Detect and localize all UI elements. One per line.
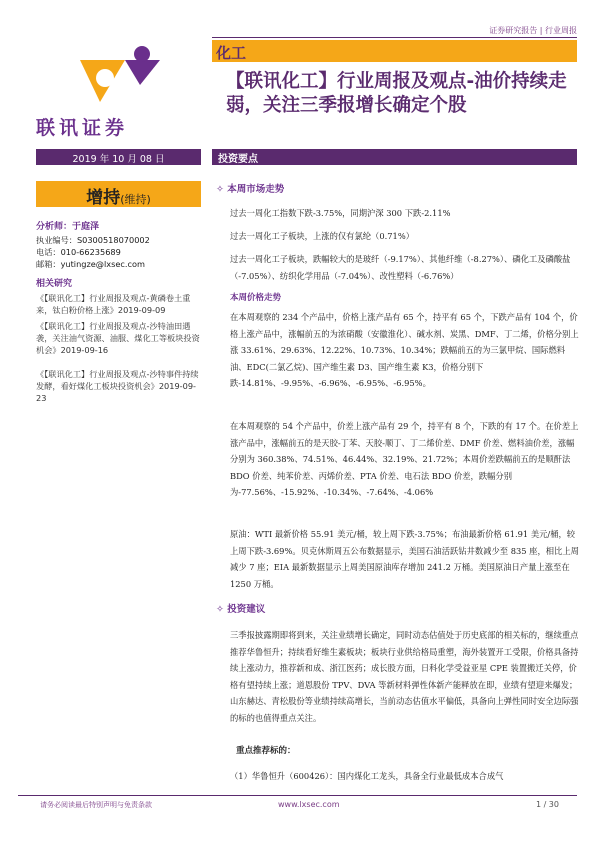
analyst-name: 分析师：于庭泽 xyxy=(36,222,100,232)
related-item[interactable]: 《【联讯化工】行业周报及观点-沙特油田遇袭，关注油气资源、油服、煤化工等板块投资机会》2019-09-16 xyxy=(36,321,200,355)
market-para-3: 过去一周化工子板块，跌幅较大的是玻纤（-9.17%）、其他纤维（-8.27%）、磷化工及磷酸盐（-7.05%）、纺织化学用品（-7.04%）、改性塑料（-6.76%） xyxy=(230,254,571,281)
market-para-1: 过去一周化工指数下跌-3.75%，同期沪深 300 下跌-2.11% xyxy=(230,208,451,218)
price-para-2: 在本周观察的 54 个产品中，价差上涨产品有 29 个，持平有 8 个，下跌的有 17 个。在价差上涨产品中，涨幅前五的是天胶-丁苯、天胶-顺丁、丁二烯价差、DMF 价差、燃料油价差，涨幅分别为 360.38%、74.51%、46.44%、32.19%、21.72%；本周价差跌幅前五的是顺酐法 BDO 价差、纯苯价差、丙烯价差、PTA 价差、电石法 BDO 价差，跌幅分别为-77.56%、-15.92%、-10.34%、-7.64%、-4.06% xyxy=(230,421,579,497)
footer-disclaimer[interactable]: 请务必阅读最后特别声明与免责条款 xyxy=(40,801,152,809)
rating-sub: (维持) xyxy=(120,193,151,206)
advice-heading-text: 投资建议 xyxy=(227,604,266,615)
market-heading: ✧ 本周市场走势 xyxy=(216,184,285,195)
sector-label: 化工 xyxy=(216,44,247,62)
price-heading: 本周价格走势 xyxy=(230,293,282,303)
advice-para: 三季报披露期即将到来，关注业绩增长确定，同时动态估值处于历史底部的相关标的，继续重点推荐华鲁恒升；持续看好维生素板块；板块行业供给格局重塑，海外装置开工受限，价格具备持续上涨动力，推荐新和成、浙江医药；成长股方面，日科化学受益亚星 CPE 装置搬迁关停，价格有望持续上涨；道恩股份 TPV、DVA 等新材料弹性体新产能释放在即，业绩有望迎来爆发；山东赫达、青松股份等业绩持续高增长，当前动态估值水平偏低，具备向上弹性同时安全边际强的标的也值得重点关注。 xyxy=(230,630,579,723)
analyst-phone: 电话：010-66235689 xyxy=(36,247,121,257)
report-date: 2019 年 10 月 08 日 xyxy=(72,154,165,165)
market-heading-text: 本周市场走势 xyxy=(227,184,285,195)
key-points-heading: 投资要点 xyxy=(218,154,258,165)
related-item[interactable]: 《【联讯化工】行业周报及观点-沙特事件持续发酵，看好煤化工板块投资机会》2019-09-23 xyxy=(36,369,199,403)
key-points-bar xyxy=(212,149,577,165)
related-item[interactable]: 《【联讯化工】行业周报及观点-黄磷卷土重来，钛白粉价格上涨》2019-09-09 xyxy=(36,293,191,315)
report-type: 证券研究报告 | 行业周报 xyxy=(489,26,577,35)
focus-heading: 重点推荐标的： xyxy=(236,746,296,756)
report-title: 【联讯化工】行业周报及观点-油价持续走弱，关注三季报增长确定个股 xyxy=(226,71,567,116)
market-para-2: 过去一周化工子板块，上涨的仅有氯纶（0.71%） xyxy=(230,231,414,241)
price-para-3: 原油：WTI 最新价格 55.91 美元/桶，较上周下跌-3.75%；布油最新价格 61.91 美元/桶，较上周下跌-3.69%。贝克休斯周五公布数据显示，美国石油活跃钻井数减少至 835 座，相比上周减少 7 座；EIA 最新数据显示上周美国原油库存增加 241.2 万桶。美国原油日产量上涨至在 1250 万桶。 xyxy=(230,529,579,589)
focus-item-1: （1）华鲁恒升（600426）：国内煤化工龙头，具备全行业最低成本合成气 xyxy=(230,771,504,781)
rating-main: 增持 xyxy=(86,188,121,208)
page-number: 1 / 30 xyxy=(535,800,559,809)
analyst-cert: 执业编号：S0300518070002 xyxy=(36,235,150,245)
related-heading: 相关研究 xyxy=(36,279,73,289)
footer-website-link[interactable]: www.lxsec.com xyxy=(278,800,340,809)
price-para-1: 在本周观察的 234 个产品中，价格上涨产品有 65 个，持平有 65 个，下跌产品有 104 个，价格上涨产品中，涨幅前五的为浓硝酸（安徽淮化）、碱水剂、炭黑、DMF、丁二烯，价格分别上涨 33.61%、29.63%、12.22%、10.73%、10.34%；跌幅前五的为三氯甲烷、国际燃料油、EDC(二氯乙烷)、国产维生素 D3、国产维生素 K3，价格分别下跌-14.81%、-9.95%、-6.96%、-6.95%、-6.95%。 xyxy=(230,312,579,388)
brand-name: 联讯证券 xyxy=(36,117,129,139)
rating xyxy=(36,183,201,208)
header-divider xyxy=(212,37,577,38)
advice-heading: ✧ 投资建议 xyxy=(216,604,266,615)
footer-divider xyxy=(18,795,577,796)
sector-bar xyxy=(212,40,577,62)
analyst-email: 邮箱：yutingze@lxsec.com xyxy=(36,259,146,269)
